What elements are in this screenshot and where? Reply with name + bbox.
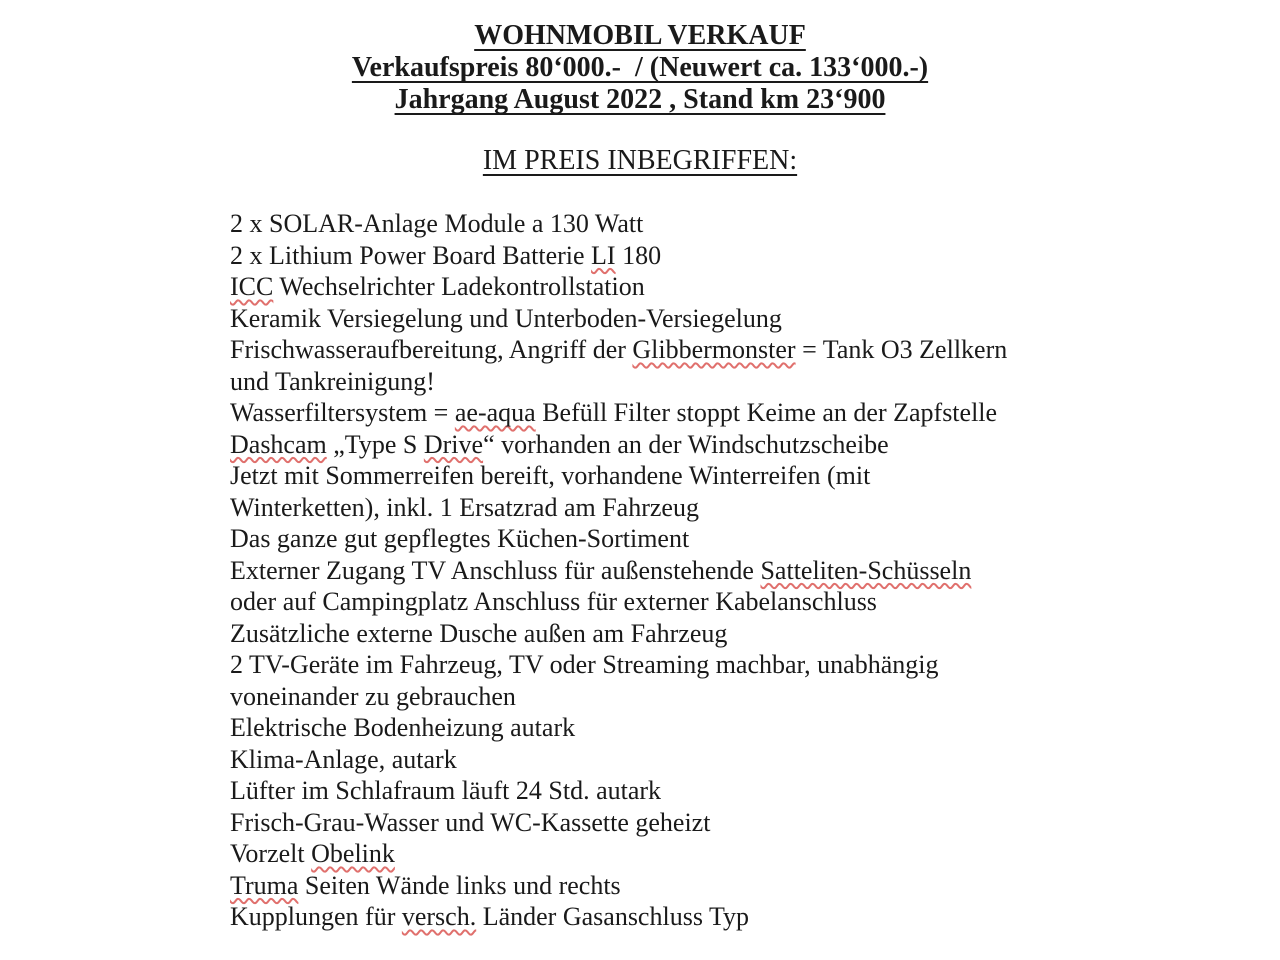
misspelled-word: Obelink [311,839,395,868]
body-text-segment: Das ganze gut gepflegtes Küchen-Sortiment [230,524,690,553]
body-line [230,649,1180,681]
body-text-segment: Frischwasseraufbereitung, Angriff der [230,335,633,364]
body-text-segment: Wechselrichter Ladekontrollstation [273,272,645,301]
misspelled-word: Glibbermonster [632,335,796,364]
body-line [230,618,1180,650]
body-line [230,334,1180,366]
body-line [230,366,1180,398]
body-line [230,775,1180,807]
body-text-segment: oder auf Campingplatz Anschluss für externer Kabelanschluss [230,587,877,616]
body-text-segment: Wasserfiltersystem = [230,398,455,427]
body-line [230,555,1180,587]
body-text-segment: Keramik Versiegelung und Unterboden-Versiegelung [230,303,782,333]
misspelled-word: Truma [230,870,299,900]
price-line [0,52,1280,84]
section-heading [0,145,1280,177]
body-text-segment: Elektrische Bodenheizung autark [230,713,576,742]
year-line [0,84,1280,116]
body-line [230,523,1180,555]
body-text-segment: Klima-Anlage, autark [230,744,457,774]
body-line [230,586,1180,618]
body-text-segment: Seiten Wände links und rechts [298,870,621,900]
title-line [0,20,1280,52]
body-line [230,240,1180,272]
body-text-segment: Länder Gasanschluss Typ [476,902,750,931]
body-text-segment: 2 x SOLAR-Anlage Module a 130 Watt [230,209,644,238]
document-header [0,0,1280,116]
body-line [230,397,1180,429]
body-text-segment: Befüll Filter stoppt Keime an der Zapfstelle [535,398,998,427]
price-text: Verkaufspreis 80‘000.- / (Neuwert ca. 133‘000.-) [351,52,929,83]
body-text-segment: Winterketten), inkl. 1 Ersatzrad am Fahrzeug [230,492,699,522]
body-text-segment: Kupplungen für [230,902,402,931]
misspelled-word: Drive [423,429,484,459]
body-line [230,492,1180,524]
body-text-segment: Zusätzliche externe Dusche außen am Fahrzeug [230,618,728,648]
body-line [230,712,1180,744]
body-text-segment: Frisch-Grau-Wasser und WC-Kassette geheizt [230,807,711,837]
misspelled-word: ICC [230,272,274,301]
body-line [230,681,1180,713]
section-heading-text: IM PREIS INBEGRIFFEN: [482,145,798,176]
body-line [230,901,1180,933]
misspelled-word: Dashcam [230,429,327,459]
body-lines [230,208,1180,933]
body-text-segment: „Type S [326,429,424,459]
body-line [230,870,1180,902]
body-line [230,744,1180,776]
body-text-segment: “ vorhanden an der Windschutzscheibe [483,429,889,459]
body-text-segment: Externer Zugang TV Anschluss für außenstehende [230,555,761,585]
body-line [230,303,1180,335]
body-line [230,271,1180,303]
misspelled-word: Satteliten-Schüsseln [760,555,972,585]
body-text-segment: 180 [615,240,662,270]
body-text-segment: voneinander zu gebrauchen [230,681,516,711]
year-mileage-text: Jahrgang August 2022 , Stand km 23‘900 [394,84,886,115]
body-text-segment: Vorzelt [230,839,312,868]
body-line [230,460,1180,492]
body-line [230,838,1180,870]
body-text-segment: Jetzt mit Sommerreifen bereift, vorhandene Winterreifen (mit [230,461,871,490]
body-line [230,807,1180,839]
misspelled-word: versch. [401,902,477,931]
body-line [230,429,1180,461]
body-text-segment: Lüfter im Schlafraum läuft 24 Std. autark [230,776,662,805]
body-line [230,208,1180,240]
misspelled-word: ae-aqua [454,398,536,427]
body-text-segment: = Tank O3 Zellkern [795,335,1008,364]
misspelled-word: LI [591,240,616,270]
document-title: WOHNMOBIL VERKAUF [474,20,806,51]
body-text-segment: 2 x Lithium Power Board Batterie [230,240,592,270]
body-text-segment: 2 TV-Geräte im Fahrzeug, TV oder Streaming machbar, unabhängig [230,650,939,679]
body-text-segment: und Tankreinigung! [230,366,435,396]
